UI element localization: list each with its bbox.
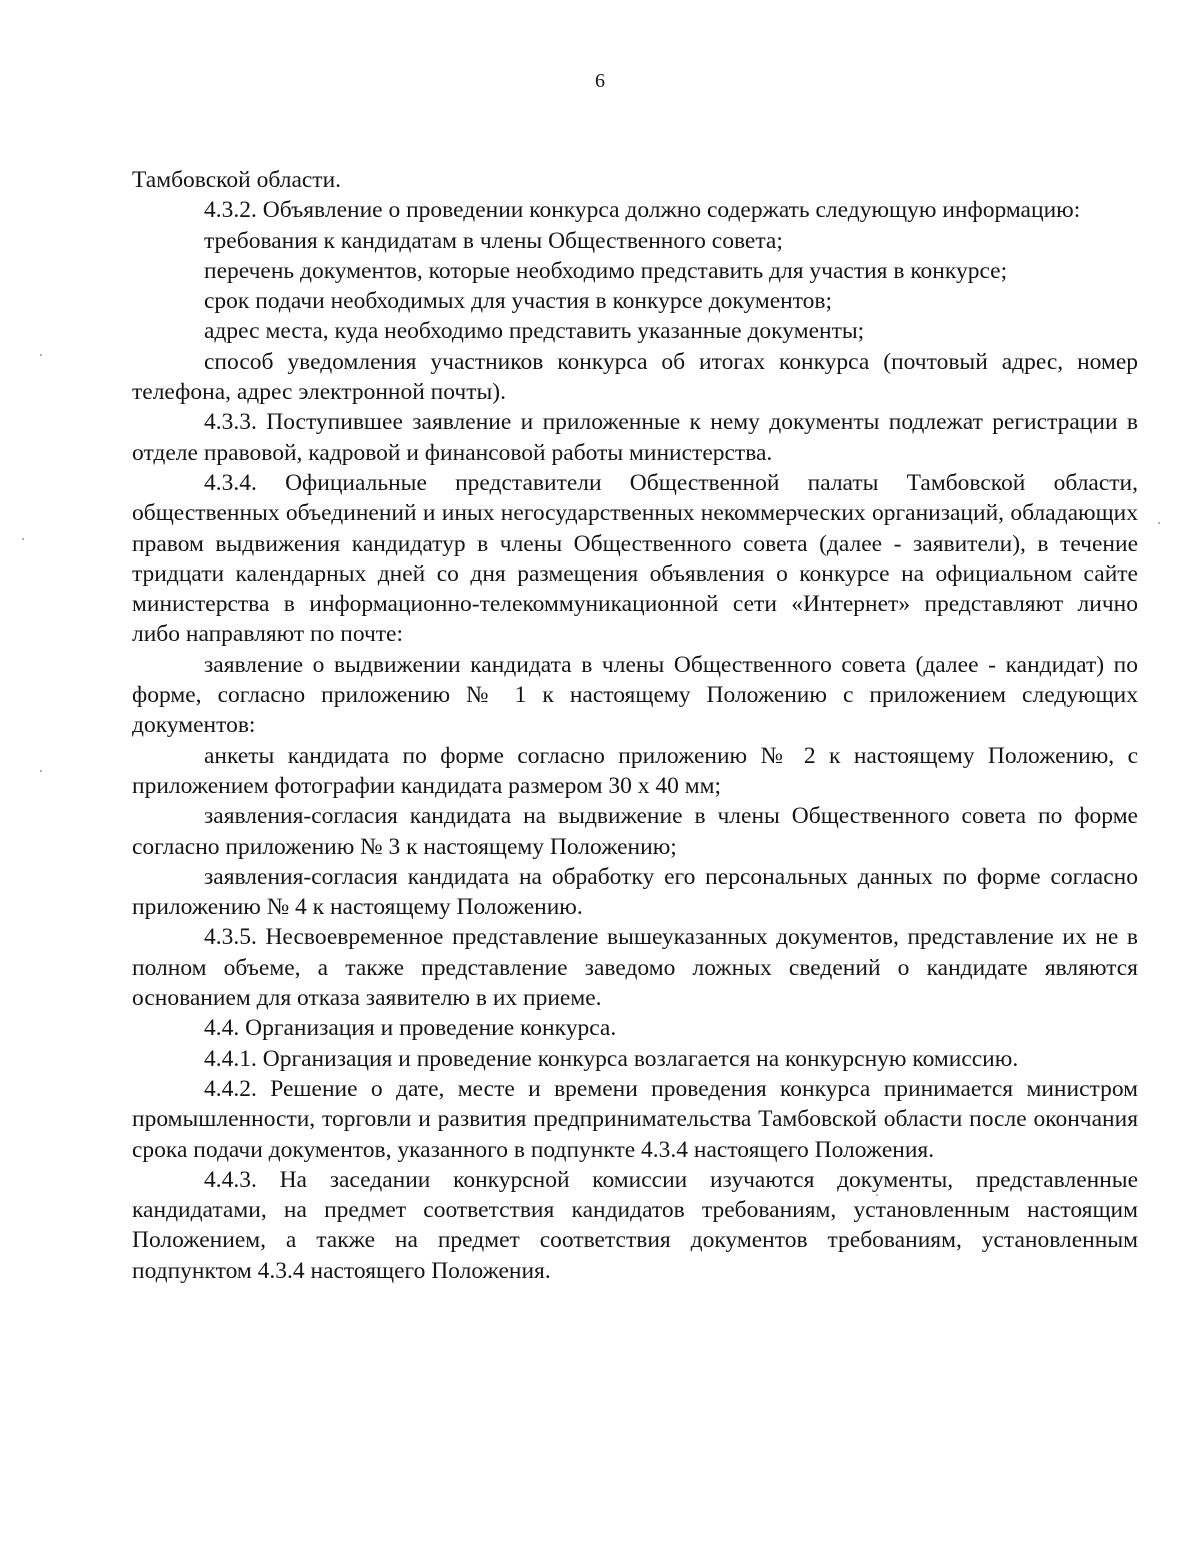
list-item-consent-personal-data: заявления-согласия кандидата на обработку его персональных данных по форме согласно приложению № 4 к настоящему Положению. [132, 863, 1138, 921]
scan-speck [1158, 522, 1160, 524]
list-item-requirements: требования к кандидатам в члены Общественного совета; [204, 227, 783, 254]
paragraph-4-3-5: 4.3.5. Несвоевременное представление вышеуказанных документов, представление их не в полном объеме, а также представление заведомо ложных сведений о кандидате являются основанием для отказа заявителю в их приеме. [132, 924, 1138, 1012]
list-item-deadline: срок подачи необходимых для участия в конкурсе документов; [204, 288, 833, 315]
paragraph-4-3-2: 4.3.2. Объявление о проведении конкурса должно содержать следующую информацию: [204, 197, 1081, 224]
list-item-questionnaire: анкеты кандидата по форме согласно приложению № 2 к настоящему Положению, с приложением фотографии кандидата размером 30 х 40 мм; [132, 742, 1138, 799]
list-item-application: заявление о выдвижении кандидата в члены Общественного совета (далее - кандидат) по форме, согласно приложению № 1 к настоящему Положению с приложением следующих документов: [132, 651, 1138, 739]
scan-speck [22, 538, 24, 540]
scan-speck [40, 770, 42, 772]
paragraph-4-4-1: 4.4.1. Организация и проведение конкурса возлагается на конкурсную комиссию. [204, 1045, 1019, 1072]
paragraph-4-4-3: 4.4.3. На заседании конкурсной комиссии изучаются документы, представленные кандидатами, на предмет соответствия кандидатов требованиям, установленным настоящим Положением, а также на предмет соответствия документов требованиям, установленным подпунктом 4.3.4 настоящего Положения. [132, 1166, 1138, 1284]
scan-speck [40, 354, 42, 356]
list-item-documents: перечень документов, которые необходимо представить для участия в конкурсе; [204, 257, 1008, 284]
scan-speck [876, 1194, 878, 1196]
paragraph-continuation: Тамбовской области. [132, 167, 342, 193]
page-number: 6 [595, 70, 605, 92]
paragraph-4-4: 4.4. Организация и проведение конкурса. [204, 1015, 617, 1042]
document-body [132, 165, 1138, 1286]
paragraph-4-3-4: 4.3.4. Официальные представители Общественной палаты Тамбовской области, общественных объединений и иных негосударственных некоммерческих организаций, обладающих правом выдвижения кандидатур в члены Общественного совета (далее - заявители), в течение тридцати календарных дней со дня размещения объявления о конкурсе на официальном сайте министерства в информационно-телекоммуникационной сети «Интернет» представляют лично либо направляют по почте: [132, 469, 1138, 648]
paragraph-4-4-2: 4.4.2. Решение о дате, месте и времени проведения конкурса принимается министром промышленности, торговли и развития предпринимательства Тамбовской области после окончания срока подачи документов, указанного в подпункте 4.3.4 настоящего Положения. [132, 1075, 1138, 1163]
list-item-consent-nomination: заявления-согласия кандидата на выдвижение в члены Общественного совета по форме согласно приложению № 3 к настоящему Положению; [132, 803, 1138, 860]
list-item-address: адрес места, куда необходимо представить указанные документы; [204, 318, 865, 345]
list-item-notification: способ уведомления участников конкурса об итогах конкурса (почтовый адрес, номер телефона, адрес электронной почты). [132, 348, 1138, 406]
paragraph-4-3-3: 4.3.3. Поступившее заявление и приложенные к нему документы подлежат регистрации в отделе правовой, кадровой и финансовой работы министерства. [132, 409, 1138, 466]
